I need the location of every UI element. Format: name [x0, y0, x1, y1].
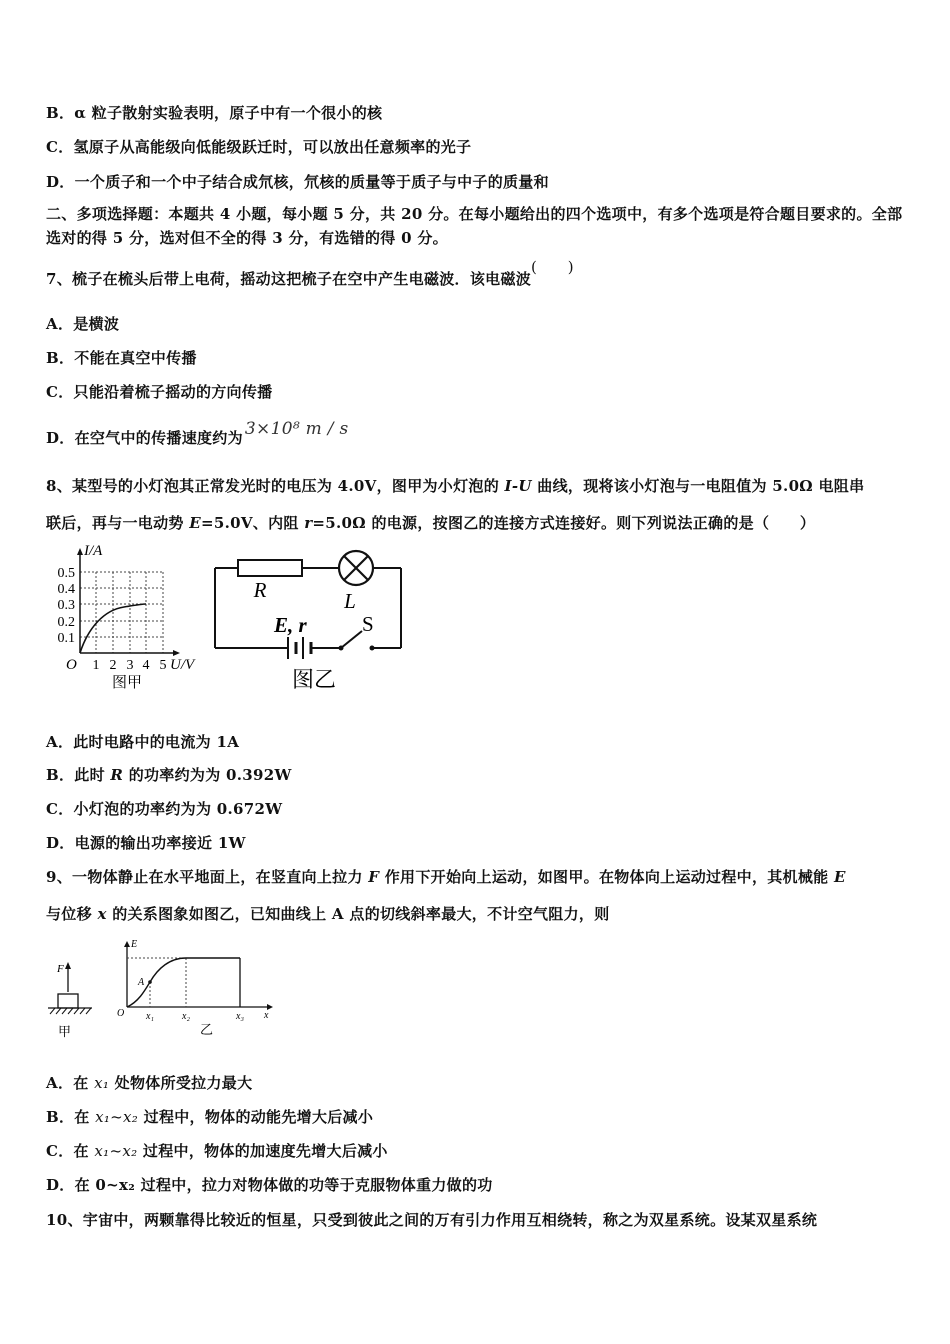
arrow-up-icon [65, 962, 71, 969]
q9-fig-a-caption: 甲 [58, 1024, 72, 1039]
q8-stem2-c: =5.0Ω 的电源，按图乙的连接方式连接好。则下列说法正确的是（ ） [312, 514, 816, 532]
q8-stem2-r: r [304, 514, 313, 532]
q7-option-d [46, 419, 349, 448]
q7-option-b: B．不能在真空中传播 [46, 349, 197, 367]
q6-option-d: D．一个质子和一个中子结合成氘核，氘核的质量等于质子与中子的质量和 [46, 173, 549, 191]
q9-option-a-x: x₁ [94, 1074, 110, 1092]
circuit-label-s: S [362, 612, 374, 636]
q8-graph-ytick: 0.4 [57, 582, 75, 597]
q9-option-b-x: x₁~x₂ [95, 1108, 139, 1126]
battery-icon [288, 637, 311, 659]
q7-option-d-text: D．在空气中的传播速度约为 [46, 429, 243, 447]
q9-graph-x2: x₂ [182, 1011, 190, 1022]
q9-graph-origin: O [117, 1008, 125, 1019]
circuit-label-r: R [253, 578, 267, 602]
q8-stem1-b: 曲线，现将该小灯泡与一电阻值为 5.0Ω 电阻串 [531, 477, 865, 495]
circuit-caption: 图乙 [291, 667, 337, 692]
q9-fig-a-force-label: F [57, 963, 64, 975]
q9-stem-line2 [46, 903, 610, 924]
q9-figure-a [44, 952, 104, 1042]
q9-option-c [46, 1140, 388, 1161]
q8-circuit-diagram [208, 545, 408, 695]
q9-option-c-x: x₁~x₂ [94, 1142, 138, 1160]
q9-graph-x3: x₃ [236, 1011, 244, 1022]
q8-option-b-a: B．此时 [46, 766, 111, 784]
q7-answer-blank: ( ) [531, 258, 574, 276]
q8-graph-xtick: 1 [92, 658, 100, 673]
q8-stem2-b: =5.0V、内阻 [200, 514, 305, 532]
q9-option-b-b: 过程中，物体的动能先增大后减小 [138, 1108, 374, 1126]
q8-option-a: A．此时电路中的电流为 1A [46, 733, 240, 751]
q8-graph-ytick: 0.2 [57, 615, 75, 630]
q8-iu-graph [44, 540, 214, 695]
q9-stem1-b: 作用下开始向上运动，如图甲。在物体向上运动过程中，其机械能 [379, 868, 834, 886]
q9-option-c-a: C．在 [46, 1142, 95, 1160]
q8-graph-ytick: 0.3 [57, 598, 75, 613]
q9-ex-graph [110, 936, 280, 1042]
q9-option-d: D．在 0~x₂ 过程中，拉力对物体做的功等于克服物体重力做的功 [46, 1176, 493, 1194]
q8-stem-line2 [46, 512, 815, 533]
lamp-icon [339, 551, 373, 585]
ground-hatch [50, 1008, 91, 1014]
q9-graph-guides [127, 958, 186, 1007]
q9-graph-caption: 乙 [200, 1022, 214, 1037]
arrow-right-icon [173, 650, 180, 656]
q8-graph-ytick: 0.5 [57, 566, 75, 581]
q7-option-c: C．只能沿着梳子摇动的方向传播 [46, 383, 273, 401]
q8-graph-xtick: 2 [109, 658, 117, 673]
q6-option-c: C．氢原子从高能级向低能级跃迁时，可以放出任意频率的光子 [46, 138, 472, 156]
q9-graph-x1: x₁ [146, 1011, 154, 1022]
q10-stem: 10、宇宙中，两颗靠得比较近的恒星，只受到彼此之间的万有引力作用互相绕转，称之为双星系统。设某双星系统 [46, 1211, 818, 1229]
section-2-instructions: 二、多项选择题：本题共 4 小题，每小题 5 分，共 20 分。在每小题给出的四个选项中，有多个选项是符合题目要求的。全部选对的得 5 分，选对但不全的得 3 分，有选错的得 0 分。 [46, 205, 903, 247]
q8-option-b [46, 764, 292, 785]
q8-stem1-a: 8、某型号的小灯泡其正常发光时的电压为 4.0V，图甲为小灯泡的 [46, 477, 505, 495]
q8-stem1-iu: I-U [504, 477, 532, 495]
q9-option-a-a: A．在 [46, 1074, 95, 1092]
q9-point-a [148, 980, 152, 984]
q9-stem2-a: 与位移 [46, 905, 98, 923]
q9-stem2-x: x [97, 905, 107, 923]
q8-option-b-b: 的功率约为为 0.392W [123, 766, 292, 784]
arrow-up-icon [124, 941, 130, 947]
q9-stem-line1 [46, 866, 846, 887]
q7-speed-value: 3×10⁸ m / s [244, 419, 349, 439]
q7-option-a: A．是横波 [46, 315, 120, 333]
q8-graph-caption: 图甲 [111, 675, 143, 691]
block-icon [58, 994, 78, 1008]
q8-graph-xlabel: U/V [170, 657, 195, 673]
q8-graph-grid [80, 572, 163, 653]
q9-stem1-a: 9、一物体静止在水平地面上，在竖直向上拉力 [46, 868, 369, 886]
q7-stem [46, 258, 574, 289]
circuit-label-l: L [344, 589, 356, 613]
q8-graph-xtick: 4 [142, 658, 150, 673]
q6-option-b: B．α 粒子散射实验表明，原子中有一个很小的核 [46, 104, 383, 122]
q9-stem2-b: 的关系图象如图乙，已知曲线上 A 点的切线斜率最大，不计空气阻力，则 [106, 905, 610, 923]
q8-option-d: D．电源的输出功率接近 1W [46, 834, 246, 852]
q8-option-b-r: R [110, 766, 124, 784]
q9-option-c-b: 过程中，物体的加速度先增大后减小 [137, 1142, 388, 1160]
q8-graph-xtick: 3 [126, 658, 134, 673]
circuit-label-er: E, r [274, 613, 307, 637]
q8-option-c: C．小灯泡的功率约为为 0.672W [46, 800, 283, 818]
q7-stem-text: 7、梳子在梳头后带上电荷，摇动这把梳子在空中产生电磁波．该电磁波 [46, 270, 532, 288]
arrow-up-icon [77, 548, 83, 555]
q9-option-a [46, 1072, 252, 1093]
q8-graph-ylabel: I/A [84, 543, 103, 559]
q8-graph-ytick: 0.1 [57, 631, 75, 646]
q9-graph-x-label: x [264, 1010, 269, 1021]
q8-stem-line1 [46, 475, 864, 496]
q9-graph-e-label: E [131, 939, 138, 950]
resistor-icon [238, 560, 302, 576]
q8-stem2-a: 联后，再与一电动势 [46, 514, 190, 532]
q9-graph-a-label: A [138, 977, 145, 988]
q9-option-b-a: B．在 [46, 1108, 96, 1126]
q8-stem2-e: E [189, 514, 201, 532]
q9-stem1-f: F [368, 868, 380, 886]
q8-graph-xtick: 5 [159, 658, 167, 673]
q8-graph-origin: O [66, 657, 77, 673]
q9-option-a-b: 处物体所受拉力最大 [109, 1074, 253, 1092]
q9-option-b [46, 1106, 373, 1127]
q9-stem1-e: E [833, 868, 846, 886]
